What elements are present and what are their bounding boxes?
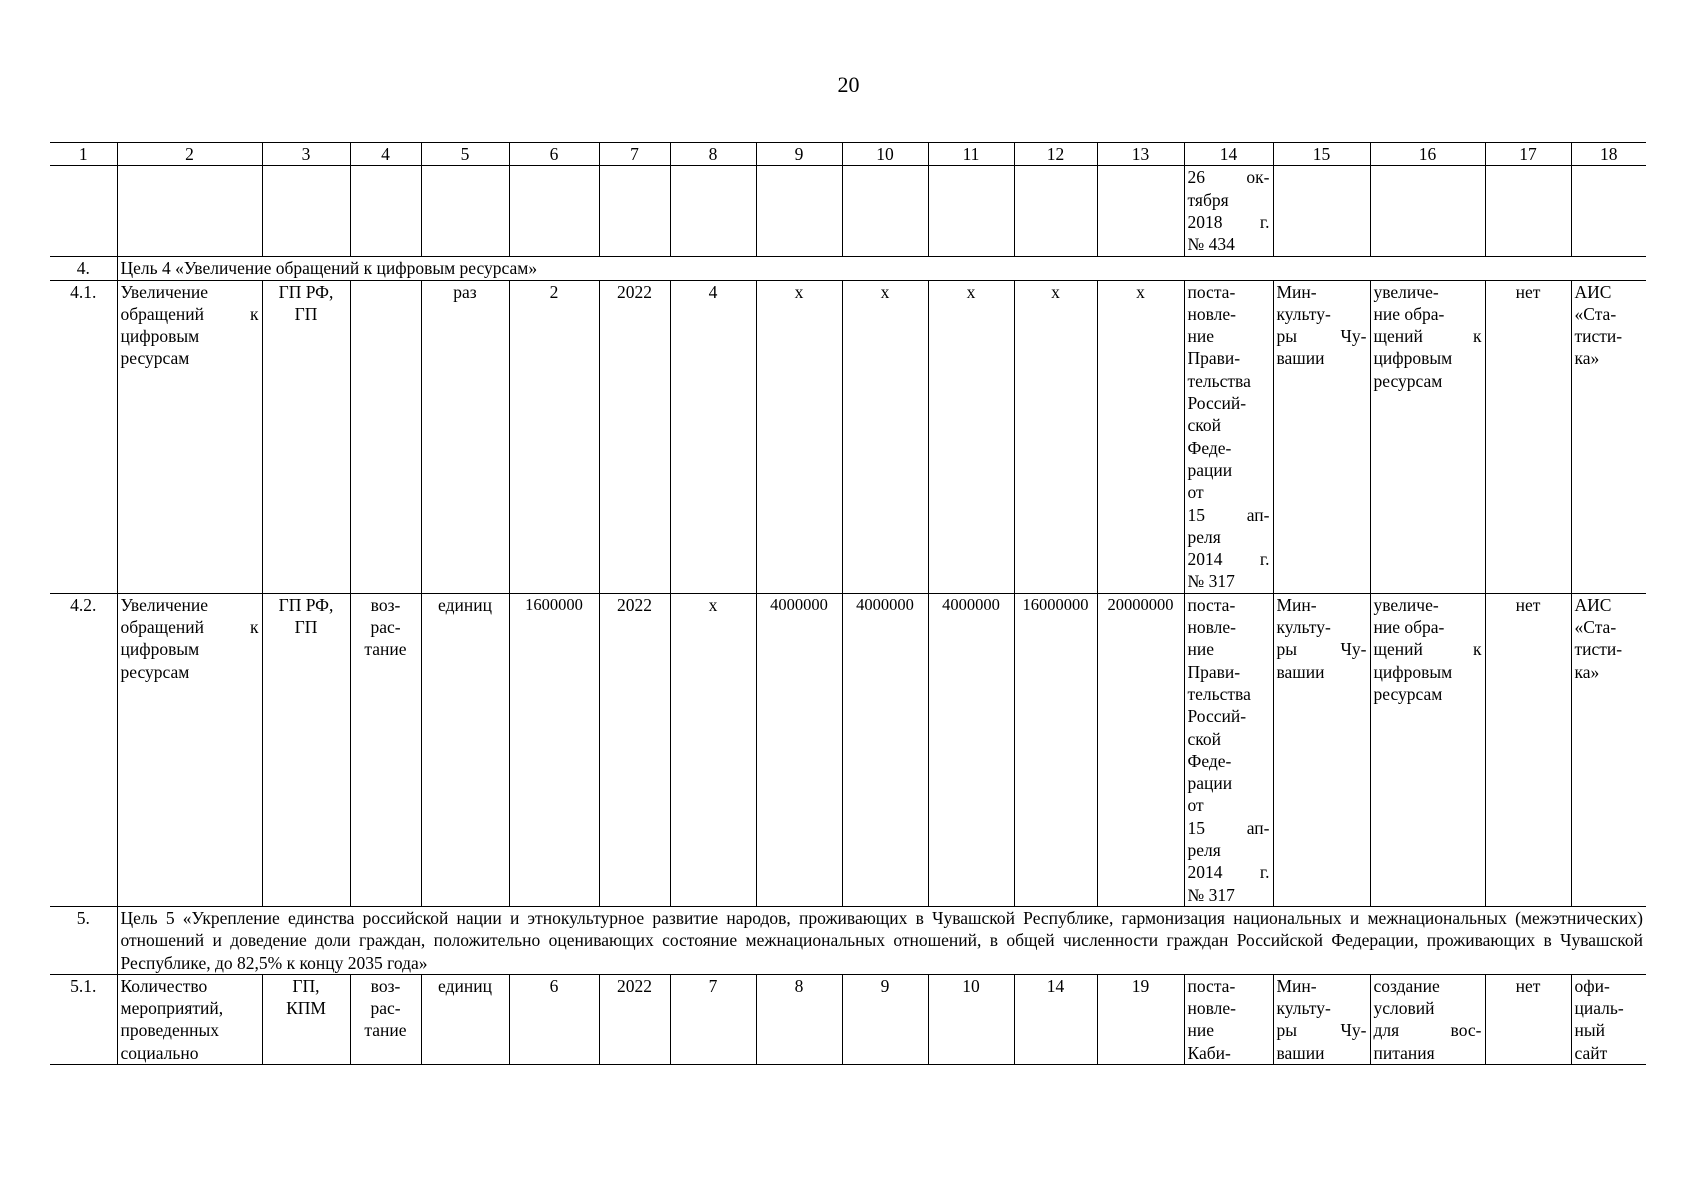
source-cell: офи- циаль- ный сайт [1571, 974, 1646, 1064]
value-cell: 16000000 [1014, 593, 1097, 906]
program-cell: ГП РФ, ГП [262, 280, 350, 593]
header-cell: 2 [117, 143, 262, 166]
value-cell: х [1097, 280, 1184, 593]
goal-row-4 [50, 257, 1646, 280]
flag-cell: нет [1485, 593, 1571, 906]
goal-text: Цель 5 «Укрепление единства российской нации и этнокультурное развитие народов, проживающих в Чувашской Республике, гармонизация национальных и межнациональных (межэтнических) отношений и доведение доли граждан, положительно оценивающих состояние межнациональных отношений, в общей численности граждан Российской Федерации, проживающих в Чувашской Республике, до 82,5% к концу 2035 года» [117, 906, 1646, 974]
value-cell: 4000000 [928, 593, 1014, 906]
value-cell: 14 [1014, 974, 1097, 1064]
responsible-cell: Мин- культу- ры Чу- вашии [1273, 280, 1370, 593]
table-row [50, 593, 1646, 906]
legal-act-cell: поста- новле- ние Прави- тельства Россий- ской Феде- рации от 15 ап- реля 2014 г. № 317 [1184, 280, 1273, 593]
header-cell: 18 [1571, 143, 1646, 166]
header-cell: 3 [262, 143, 350, 166]
legal-act-cell: поста- новле- ние Прави- тельства Россий- ской Феде- рации от 15 ап- реля 2014 г. № 317 [1184, 593, 1273, 906]
indicator-name: Количество мероприятий, проведенных социально [117, 974, 262, 1064]
goal-number: 4. [50, 257, 117, 280]
value-cell: х [1014, 280, 1097, 593]
indicators-table [50, 142, 1646, 1065]
header-cell: 13 [1097, 143, 1184, 166]
header-cell: 5 [421, 143, 509, 166]
value-cell: 7 [670, 974, 756, 1064]
header-cell: 14 [1184, 143, 1273, 166]
value-cell: 8 [756, 974, 842, 1064]
header-cell: 12 [1014, 143, 1097, 166]
base-year-cell: 2022 [599, 280, 670, 593]
header-cell: 16 [1370, 143, 1485, 166]
result-cell: увеличе- ние обра- щений к цифровым ресурсам [1370, 593, 1485, 906]
header-row [50, 143, 1646, 166]
unit-cell: единиц [421, 593, 509, 906]
table-row [50, 280, 1646, 593]
base-value-cell: 6 [509, 974, 599, 1064]
header-cell: 7 [599, 143, 670, 166]
program-cell: ГП, КПМ [262, 974, 350, 1064]
header-cell: 15 [1273, 143, 1370, 166]
unit-cell: единиц [421, 974, 509, 1064]
indicator-name: Увеличение обращений к цифровым ресурсам [117, 593, 262, 906]
indicator-name: Увеличение обращений к цифровым ресурсам [117, 280, 262, 593]
goal-text: Цель 4 «Увеличение обращений к цифровым ресурсам» [117, 257, 1646, 280]
value-cell: 19 [1097, 974, 1184, 1064]
responsible-cell: Мин- культу- ры Чу- вашии [1273, 974, 1370, 1064]
row-number: 4.1. [50, 280, 117, 593]
value-cell: х [670, 593, 756, 906]
unit-cell: раз [421, 280, 509, 593]
value-cell: х [928, 280, 1014, 593]
flag-cell: нет [1485, 974, 1571, 1064]
base-year-cell: 2022 [599, 974, 670, 1064]
legal-act-cell: поста- новле- ние Каби- [1184, 974, 1273, 1064]
value-cell: 10 [928, 974, 1014, 1064]
result-cell: создание условий для вос- питания [1370, 974, 1485, 1064]
trend-cell [350, 280, 421, 593]
row-number: 4.2. [50, 593, 117, 906]
row-number: 5.1. [50, 974, 117, 1064]
value-cell: 9 [842, 974, 928, 1064]
base-value-cell: 2 [509, 280, 599, 593]
result-cell: увеличе- ние обра- щений к цифровым ресурсам [1370, 280, 1485, 593]
header-cell: 11 [928, 143, 1014, 166]
header-cell: 1 [50, 143, 117, 166]
header-cell: 4 [350, 143, 421, 166]
header-cell: 6 [509, 143, 599, 166]
flag-cell: нет [1485, 280, 1571, 593]
program-cell: ГП РФ, ГП [262, 593, 350, 906]
page-number: 20 [837, 72, 860, 97]
trend-cell: воз- рас- тание [350, 593, 421, 906]
responsible-cell: Мин- культу- ры Чу- вашии [1273, 593, 1370, 906]
header-cell: 9 [756, 143, 842, 166]
value-cell: х [842, 280, 928, 593]
goal-number: 5. [50, 906, 117, 974]
header-cell: 10 [842, 143, 928, 166]
source-cell: АИС «Ста- тисти- ка» [1571, 593, 1646, 906]
base-year-cell: 2022 [599, 593, 670, 906]
header-cell: 17 [1485, 143, 1571, 166]
source-cell: АИС «Ста- тисти- ка» [1571, 280, 1646, 593]
header-cell: 8 [670, 143, 756, 166]
value-cell: 4000000 [756, 593, 842, 906]
legal-act-cell: 26 ок- тября 2018 г. № 434 [1184, 166, 1273, 257]
value-cell: х [756, 280, 842, 593]
base-value-cell: 1600000 [509, 593, 599, 906]
goal-row-5 [50, 906, 1646, 974]
value-cell: 4 [670, 280, 756, 593]
table-row [50, 974, 1646, 1064]
continuation-row [50, 166, 1646, 257]
trend-cell: воз- рас- тание [350, 974, 421, 1064]
value-cell: 20000000 [1097, 593, 1184, 906]
value-cell: 4000000 [842, 593, 928, 906]
